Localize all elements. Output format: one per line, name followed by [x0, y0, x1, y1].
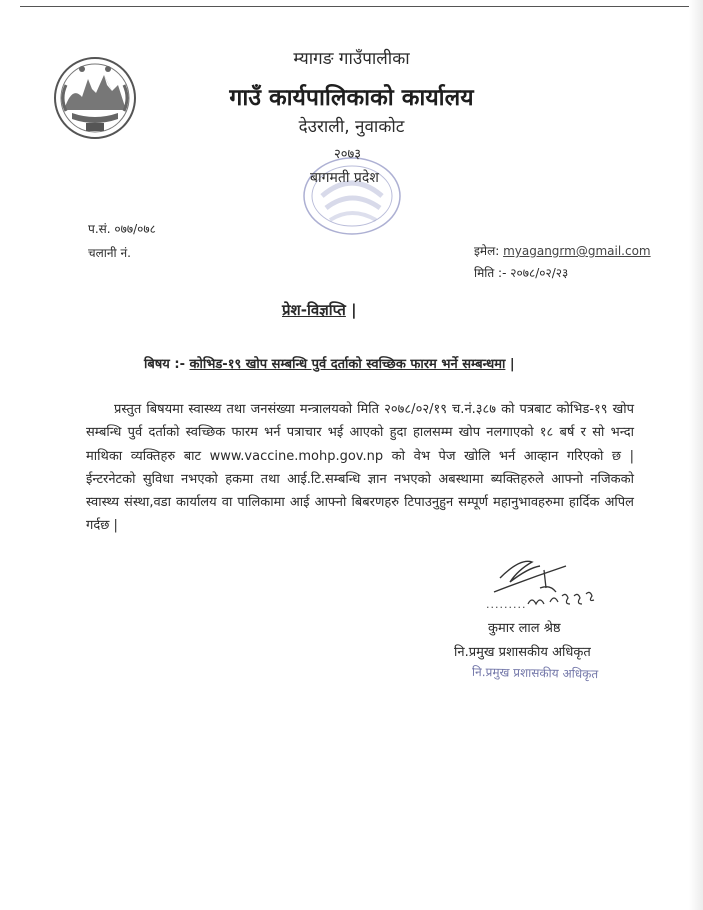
email-link[interactable]: myagangrm@gmail.com: [503, 244, 651, 258]
notice-title-mark: |: [345, 301, 357, 319]
established-year: २०७३: [334, 147, 362, 162]
notice-title-text: प्रेश-विज्ञप्ति: [282, 301, 346, 319]
top-border-line: [20, 6, 696, 7]
notice-title: [282, 300, 357, 320]
body-part-1: प्रस्तुत बिषयमा स्वास्थ्य तथा जनसंख्या मन्त्रालयको मिति २०७८/०२/१९ च.नं.३८७ को पत्रबाट कोभिड-१९ खोप सम्बन्धि पुर्व दर्ताको स्वच्छिक फारम भर्न पत्राचार भई आएको हुदा हालसम्म खोप नलगाएको १८ बर्ष र सो भन्दा माथिका व्यक्तिहरु बाट: [86, 402, 634, 464]
signature-dots: .........: [486, 598, 527, 611]
body-part-2: को वेभ पेज खोलि भर्न आव्हान गरिएको छ | ईन्टरनेटको सुविधा नभएको हकमा तथा आई.टि.सम्बन्धि ज्ञान नभएको अबस्थामा ब्यक्तिहरुले आफ्नो नजिकको स्वास्थ्य संस्था,वडा कार्यालय वा पालिकामा आई आफ्नो बिबरणहरु टिपाउनुहुन सम्पूर्ण महानुभावहरुमा हार्दिक अपिल गर्दछ |: [86, 448, 634, 534]
signatory-title: नि.प्रमुख प्रशासकीय अधिकृत: [454, 645, 591, 660]
email-line: [474, 242, 651, 259]
email-label: इमेल:: [474, 244, 500, 258]
notice-body: [86, 398, 634, 538]
ps-number: प.सं. ०७७/०७८: [88, 222, 156, 236]
municipality-name: म्यागङ गाउँपालीका: [293, 49, 410, 69]
office-seal-stamp: [300, 150, 404, 236]
vaccine-url-link[interactable]: www.vaccine.mohp.gov.np: [209, 448, 384, 464]
chalani-number: चलानी नं.: [88, 246, 131, 260]
letter-date: मिति :- २०७८/०२/२३: [474, 266, 569, 280]
office-name: गाउँ कार्यपालिकाको कार्यालय: [229, 85, 474, 111]
subject-text: कोभिड-१९ खोप सम्बन्धि पुर्व दर्ताको स्वच्छिक फारम भर्ने सम्बन्धमा: [189, 357, 506, 372]
office-address: देउराली, नुवाकोट: [298, 117, 405, 137]
subject-label: बिषय :-: [144, 357, 190, 372]
signatory-name: कुमार लाल श्रेष्ठ: [488, 621, 561, 636]
subject-line: [144, 354, 515, 372]
subject-mark: |: [505, 357, 515, 372]
province-name: बागमती प्रदेश: [310, 170, 379, 186]
signatory-stamp: नि.प्रमुख प्रशासकीय अधिकृत: [471, 664, 599, 682]
